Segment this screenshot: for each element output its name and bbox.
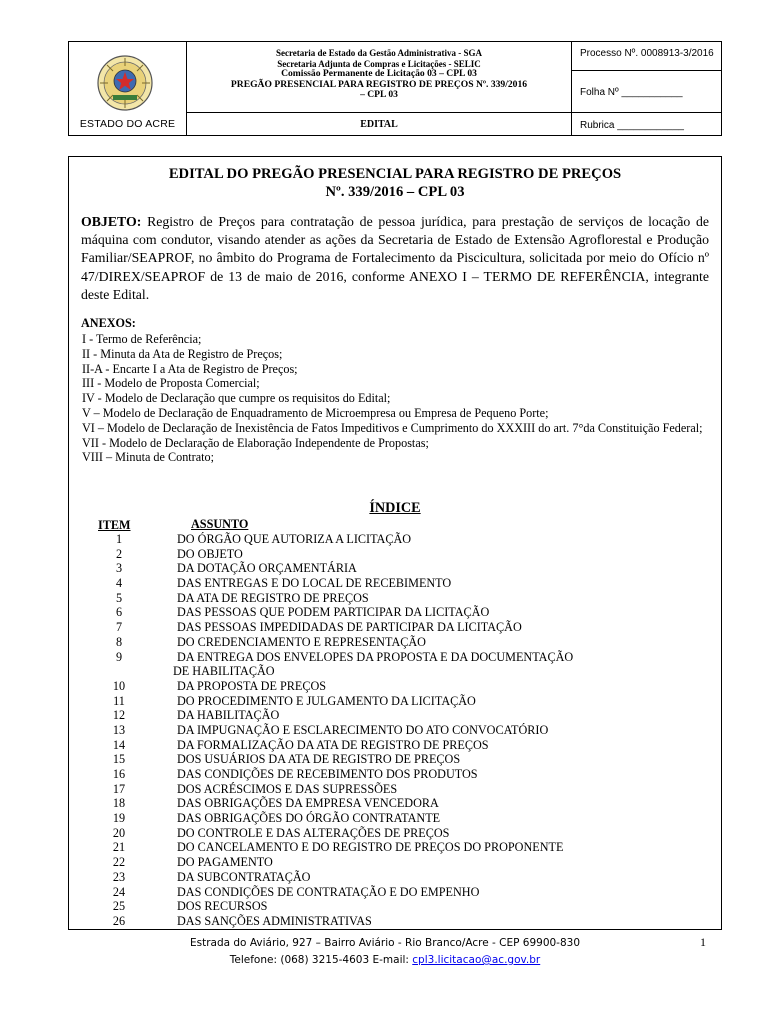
item-subject-continuation: DE HABILITAÇÃO	[173, 664, 275, 679]
email-link[interactable]: cpl3.licitacao@ac.gov.br	[412, 954, 541, 966]
item-subject: DA DOTAÇÃO ORÇAMENTÁRIA	[177, 561, 357, 576]
item-subject: DOS RECURSOS	[177, 899, 268, 914]
list-item: V – Modelo de Declaração de Enquadramento de Microempresa ou Empresa de Pequeno Porte;	[82, 405, 549, 420]
item-subject: DAS OBRIGAÇÕES DA EMPRESA VENCEDORA	[177, 796, 439, 811]
item-number: 14	[112, 737, 126, 752]
list-item: II-A - Encarte I a Ata de Registro de Preços;	[82, 361, 298, 376]
header-right-cell	[572, 42, 721, 135]
item-subject: DA HABILITAÇÃO	[177, 708, 280, 723]
assunto-column-header: ASSUNTO	[191, 517, 249, 531]
item-number: 21	[112, 840, 126, 855]
secretaria-adjunta-line: Secretaria Adjunta de Compras e Licitações - SELIC	[277, 58, 481, 69]
edital-label: EDITAL	[360, 119, 398, 130]
item-subject: DO OBJETO	[177, 546, 243, 561]
item-subject: DOS ACRÉSCIMOS E DAS SUPRESSÕES	[177, 781, 398, 796]
item-subject: DAS PESSOAS QUE PODEM PARTICIPAR DA LICITAÇÃO	[177, 605, 490, 620]
secretaria-line: Secretaria de Estado da Gestão Administrativa - SGA	[275, 48, 483, 58]
title-line-2: Nº. 339/2016 – CPL 03	[325, 184, 465, 200]
document-header	[68, 41, 722, 136]
item-number: 19	[112, 811, 126, 826]
item-number: 20	[112, 825, 126, 840]
item-number: 3	[115, 561, 123, 576]
item-subject: DAS ENTREGAS E DO LOCAL DE RECEBIMENTO	[177, 576, 452, 591]
pregao-cpl-line: – CPL 03	[360, 89, 398, 100]
table-row	[69, 708, 723, 723]
item-number: 23	[112, 869, 126, 884]
item-subject: DO CREDENCIAMENTO E REPRESENTAÇÃO	[177, 634, 426, 649]
state-seal-icon	[96, 54, 154, 112]
item-subject: DO ÓRGÃO QUE AUTORIZA A LICITAÇÃO	[177, 532, 412, 546]
item-number: 24	[112, 884, 126, 899]
item-subject: DO PROCEDIMENTO E JULGAMENTO DA LICITAÇÃO	[177, 693, 476, 708]
objeto-label: OBJETO:	[81, 214, 142, 229]
processo-number: Processo Nº. 0008913-3/2016	[580, 48, 714, 59]
objeto-text: Registro de Preços para contratação de pessoa jurídica, para prestação de serviços de locação de máquina com condutor, visando atender as ações da Secretaria de Estado de Extensão Agroflorestal e Produção Familiar/SEAPROF, no âmbito do Programa de Fortalecimento da Piscicultura, solicitada por meio do Ofício nº 47/DIREX/SEAPROF de 13 de maio de 2016, conforme ANEXO I – TERMO DE REFERÊNCIA, integrante deste Edital.	[81, 214, 709, 302]
list-item: VIII – Minuta de Contrato;	[82, 450, 215, 465]
item-number: 17	[112, 781, 126, 796]
footer-contact	[0, 952, 770, 969]
item-subject: DAS PESSOAS IMPEDIDADAS DE PARTICIPAR DA LICITAÇÃO	[177, 620, 522, 635]
table-row	[69, 811, 723, 826]
table-row	[69, 826, 723, 841]
item-number: 11	[113, 693, 125, 708]
item-number: 22	[112, 855, 126, 870]
item-number: 1	[115, 532, 123, 546]
item-number: 8	[115, 634, 123, 649]
indice-list	[69, 532, 723, 929]
item-number: 25	[112, 899, 126, 914]
item-number: 10	[112, 678, 126, 693]
item-subject: DA ATA DE REGISTRO DE PREÇOS	[177, 590, 369, 605]
item-subject: DO CONTROLE E DAS ALTERAÇÕES DE PREÇOS	[177, 825, 450, 840]
item-subject: DA SUBCONTRATAÇÃO	[177, 869, 311, 884]
table-row	[69, 664, 723, 679]
list-item: VII - Modelo de Declaração de Elaboração Independente de Propostas;	[82, 435, 429, 450]
item-number: 26	[112, 913, 126, 928]
list-item: VI – Modelo de Declaração de Inexistência de Fatos Impeditivos e Cumprimento do XXXIII do art. 7°da Constituição Federal;	[82, 420, 703, 435]
table-row	[69, 620, 723, 635]
footer-phone: Telefone: (068) 3215-4603 E-mail:	[229, 954, 413, 966]
comissao-line: Comissão Permanente de Licitação 03 – CPL 03	[281, 68, 477, 79]
item-subject: DAS CONDIÇÕES DE RECEBIMENTO DOS PRODUTOS	[177, 767, 478, 781]
pregao-line: PREGÃO PRESENCIAL PARA REGISTRO DE PREÇOS Nº. 339/2016	[230, 78, 528, 90]
header-divider	[187, 112, 571, 113]
item-number: 15	[112, 752, 126, 767]
table-row	[69, 914, 723, 929]
table-row	[69, 752, 723, 767]
item-number: 2	[115, 546, 123, 561]
item-subject: DA IMPUGNAÇÃO E ESCLARECIMENTO DO ATO CONVOCATÓRIO	[177, 722, 549, 737]
indice-heading: ÍNDICE	[369, 500, 421, 516]
table-row	[69, 679, 723, 694]
estado-label: ESTADO DO ACRE	[79, 118, 176, 130]
folha-field: Folha Nº ___________	[580, 87, 683, 98]
objeto-paragraph	[81, 213, 709, 304]
table-row	[69, 767, 723, 782]
page-number: 1	[700, 935, 706, 949]
item-subject: DOS USUÁRIOS DA ATA DE REGISTRO DE PREÇOS	[177, 752, 461, 767]
item-number: 6	[115, 605, 123, 620]
table-row	[69, 782, 723, 797]
item-number: 4	[115, 576, 123, 591]
table-row	[69, 547, 723, 562]
list-item: I - Termo de Referência;	[82, 332, 202, 346]
item-subject: DAS CONDIÇÕES DE CONTRATAÇÃO E DO EMPENHO	[177, 884, 480, 899]
item-number: 13	[112, 722, 126, 737]
item-column-header: ITEM	[98, 518, 131, 532]
item-subject: DAS SANÇÕES ADMINISTRATIVAS	[177, 913, 372, 928]
table-row	[69, 840, 723, 855]
table-row	[69, 650, 723, 665]
table-row	[69, 605, 723, 620]
item-subject: DO CANCELAMENTO E DO REGISTRO DE PREÇOS DO PROPONENTE	[177, 840, 564, 855]
item-subject: DAS OBRIGAÇÕES DO ÓRGÃO CONTRATANTE	[177, 811, 441, 826]
item-number: 18	[112, 796, 126, 811]
table-row	[69, 738, 723, 753]
header-divider	[572, 112, 721, 113]
item-number: 7	[115, 620, 123, 635]
table-row	[69, 576, 723, 591]
item-number: 5	[115, 590, 123, 605]
item-subject: DO PAGAMENTO	[177, 855, 273, 870]
footer-address: Estrada do Aviário, 927 – Bairro Aviário - Rio Branco/Acre - CEP 69900-830	[189, 937, 581, 949]
table-row	[69, 694, 723, 709]
item-number: 12	[112, 708, 126, 723]
list-item: II - Minuta da Ata de Registro de Preços;	[82, 346, 283, 361]
anexos-heading: ANEXOS:	[81, 316, 136, 330]
table-row	[69, 870, 723, 885]
table-row	[69, 561, 723, 576]
table-row	[69, 796, 723, 811]
item-subject: DA ENTREGA DOS ENVELOPES DA PROPOSTA E DA DOCUMENTAÇÃO	[177, 649, 574, 664]
header-middle-cell	[187, 42, 572, 135]
item-subject: DA PROPOSTA DE PREÇOS	[177, 678, 327, 693]
anexos-list	[82, 332, 708, 465]
list-item: III - Modelo de Proposta Comercial;	[82, 376, 260, 391]
item-subject: DA FORMALIZAÇÃO DA ATA DE REGISTRO DE PREÇOS	[177, 737, 489, 752]
header-divider	[572, 70, 721, 71]
header-logo-cell	[69, 42, 187, 135]
rubrica-field: Rubrica ____________	[580, 120, 684, 131]
table-row	[69, 855, 723, 870]
table-row	[69, 723, 723, 738]
table-row	[69, 532, 723, 547]
list-item: IV - Modelo de Declaração que cumpre os requisitos do Edital;	[82, 391, 391, 406]
header-institution-block	[187, 48, 571, 101]
item-number: 9	[115, 649, 123, 664]
page-footer	[0, 935, 770, 969]
table-row	[69, 885, 723, 900]
title-line-1: EDITAL DO PREGÃO PRESENCIAL PARA REGISTRO DE PREÇOS	[168, 166, 622, 182]
table-row	[69, 635, 723, 650]
document-title	[69, 165, 721, 201]
document-body	[68, 156, 722, 930]
table-row	[69, 899, 723, 914]
table-row	[69, 591, 723, 606]
item-number: 16	[112, 767, 126, 781]
